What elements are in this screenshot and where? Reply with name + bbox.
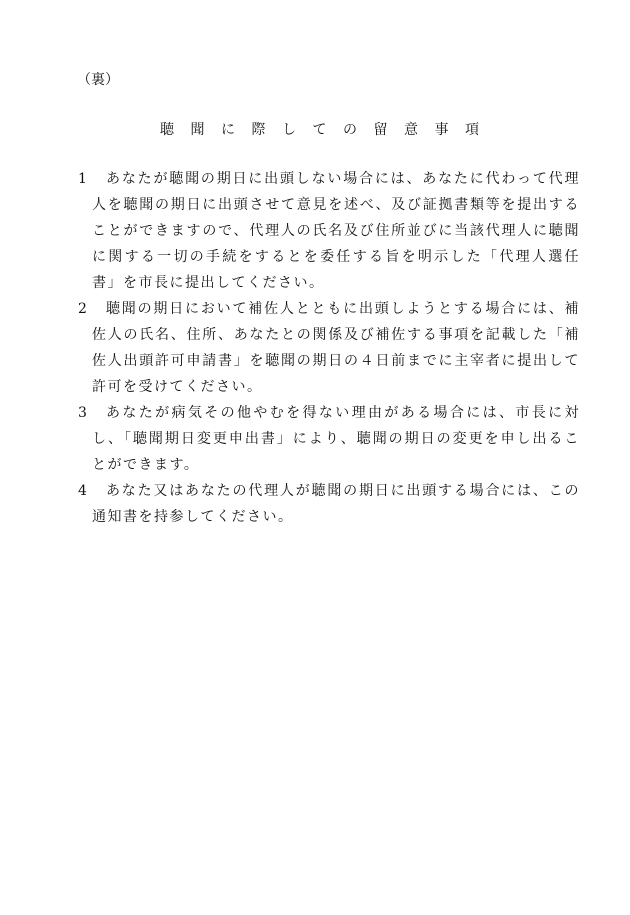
item-text: あなたが聴聞の期日に出頭しない場合には、あなたに代わって代理人を聴聞の期日に出頭させて意見を述べ、及び証拠書類等を提出することができますので、代理人の氏名及び住所並びに当該代理人に聴聞に関する一切の手続をするとを委任する旨を明示した「代理人選任書」を市長に提出してください。 (92, 171, 580, 291)
item-number: 4 (78, 483, 87, 499)
reverse-side-label: （裏） (77, 72, 119, 88)
item-text: あなた又はあなたの代理人が聴聞の期日に出頭する場合には、この通知書を持参してください。 (92, 483, 580, 525)
list-item (78, 400, 580, 478)
item-text: 聴聞の期日において補佐人とともに出頭しようとする場合には、補佐人の氏名、住所、あなたとの関係及び補佐する事項を記載した「補佐人出頭許可申請書」を聴聞の期日の４日前までに主宰者に提出して許可を受けてください。 (92, 301, 580, 395)
item-number: 3 (78, 405, 87, 421)
item-number: 1 (78, 171, 87, 187)
page-title: 聴聞に際しての留意事項 (160, 122, 496, 138)
item-text: あなたが病気その他やむを得ない理由がある場合には、市長に対し、「聴聞期日変更申出書」により、聴聞の期日の変更を申し出ることができます。 (92, 405, 580, 473)
notice-items-list (78, 166, 580, 530)
item-number: 2 (78, 301, 87, 317)
list-item (78, 296, 580, 400)
list-item (78, 166, 580, 296)
list-item (78, 478, 580, 530)
